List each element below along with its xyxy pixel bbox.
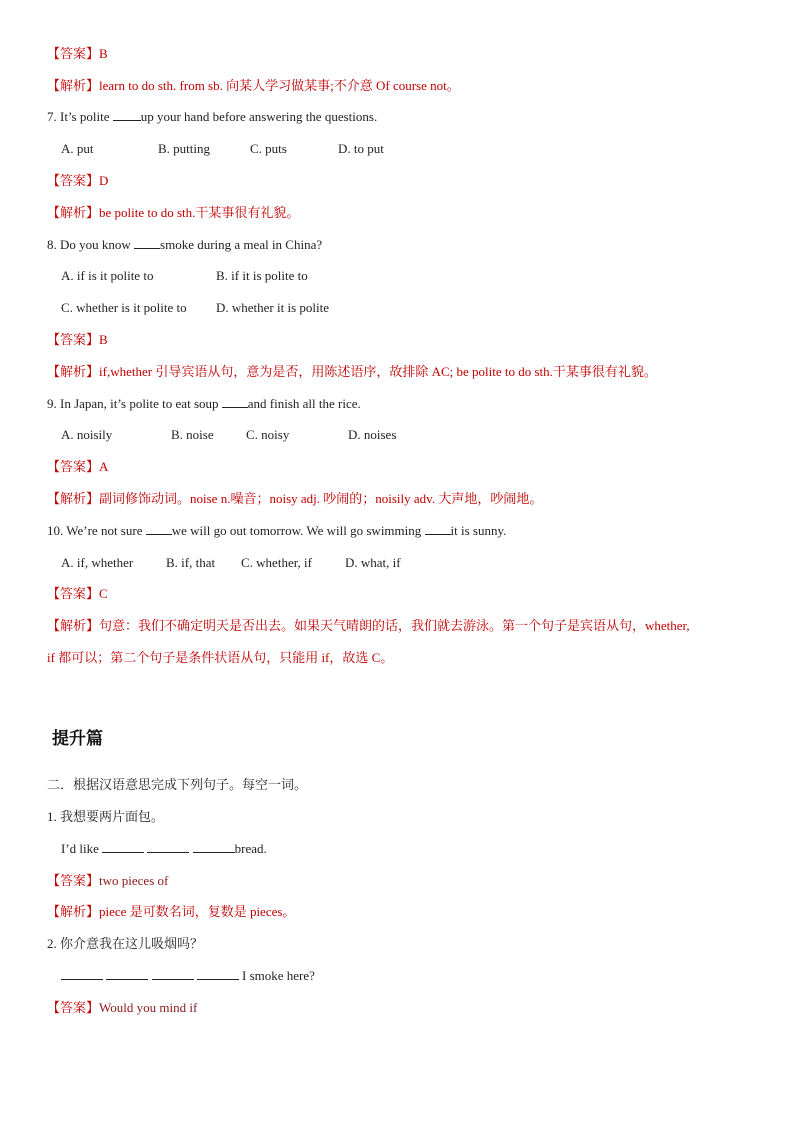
option-a: A. if is it polite to	[61, 268, 154, 283]
analysis-text: 副词修饰动词。noise n.噪音；noisy adj. 吵闹的；noisily adv. 大声地，吵闹地。	[99, 491, 543, 506]
option-c: C. noisy	[246, 427, 290, 442]
fill-blank	[113, 108, 141, 121]
answer-value: two pieces of	[99, 873, 169, 888]
fill-blank	[146, 522, 172, 535]
option-b: B. noise	[171, 427, 214, 442]
analysis-line-7: 【解析】be polite to do sth.干某事很有礼貌。	[47, 205, 300, 220]
question-7-stem: 7. It’s polite up your hand before answering the questions.	[47, 109, 378, 124]
option-c: C. whether, if	[241, 555, 312, 570]
analysis-tag: 【解析】	[47, 78, 100, 93]
fill-blank	[106, 967, 148, 980]
answer-value: C	[99, 586, 108, 601]
fill-blank	[425, 522, 451, 535]
answer-tag: 【答案】	[47, 46, 100, 61]
item-2-sentence: I smoke here?	[61, 967, 315, 985]
part-two-instruction: 二．根据汉语意思完成下列句子。每空一词。	[47, 777, 308, 792]
question-7-options	[61, 140, 384, 158]
question-10-options	[61, 554, 401, 572]
analysis-line-top	[47, 77, 460, 95]
analysis-line-item-1: 【解析】piece 是可数名词，复数是 pieces。	[47, 904, 296, 919]
analysis-line-10-cont: if 都可以；第二个句子是条件状语从句，只能用 if，故选 C。	[47, 650, 394, 665]
question-8-stem: 8. Do you know smoke during a meal in China?	[47, 237, 323, 252]
fill-blank	[152, 967, 194, 980]
option-d: D. to put	[338, 141, 384, 156]
answer-value: D	[99, 173, 109, 188]
answer-value: B	[99, 332, 108, 347]
option-c: C. whether is it polite to	[61, 300, 187, 315]
question-8-options-row1	[61, 267, 308, 285]
item-1-prompt: 1. 我想要两片面包。	[47, 809, 165, 824]
answer-line-8: 【答案】B	[47, 332, 108, 347]
question-8-options-row2	[61, 299, 329, 317]
option-a: A. put	[61, 141, 94, 156]
analysis-line-9: 【解析】副词修饰动词。noise n.噪音；noisy adj. 吵闹的；noisily adv. 大声地，吵闹地。	[47, 491, 543, 506]
fill-blank	[197, 967, 239, 980]
answer-line-item-2: 【答案】Would you mind if	[47, 1000, 198, 1015]
option-d: D. noises	[348, 427, 397, 442]
option-b: B. if it is polite to	[216, 268, 308, 283]
question-10-stem: 10. We’re not sure we will go out tomorrow. We will go swimming it is sunny.	[47, 523, 507, 538]
answer-line-item-1: 【答案】two pieces of	[47, 873, 169, 888]
answer-value: A	[99, 459, 109, 474]
analysis-line-10: 【解析】句意：我们不确定明天是否出去。如果天气晴朗的话，我们就去游泳。第一个句子是宾语从句，whether,	[47, 618, 690, 633]
question-9-stem: 9. In Japan, it’s polite to eat soup and finish all the rice.	[47, 396, 361, 411]
option-a: A. if, whether	[61, 555, 134, 570]
answer-line-10: 【答案】C	[47, 586, 108, 601]
fill-blank	[193, 840, 235, 853]
answer-line-7: 【答案】D	[47, 173, 109, 188]
analysis-text: if,whether 引导宾语从句，意为是否，用陈述语序，故排除 AC; be polite to do sth.干某事很有礼貌。	[99, 364, 657, 379]
option-d: D. what, if	[345, 555, 401, 570]
analysis-text: piece 是可数名词，复数是 pieces。	[99, 904, 296, 919]
analysis-line-8: 【解析】if,whether 引导宾语从句，意为是否，用陈述语序，故排除 AC; be polite to do sth.干某事很有礼貌。	[47, 364, 657, 379]
section-title: 提升篇	[52, 729, 103, 749]
option-b: B. if, that	[166, 555, 216, 570]
fill-blank	[134, 236, 160, 249]
fill-blank	[61, 967, 103, 980]
item-2-prompt: 2. 你介意我在这儿吸烟吗？	[47, 936, 204, 951]
option-b: B. putting	[158, 141, 211, 156]
analysis-text: 句意：我们不确定明天是否出去。如果天气晴朗的话，我们就去游泳。第一个句子是宾语从句，whether,	[99, 618, 690, 633]
answer-value: B	[99, 46, 108, 61]
fill-blank	[147, 840, 189, 853]
analysis-text: be polite to do sth.干某事很有礼貌。	[99, 205, 300, 220]
option-d: D. whether it is polite	[216, 300, 330, 315]
question-9-options	[61, 426, 396, 444]
item-1-sentence: I’d like bread.	[61, 841, 267, 856]
option-c: C. puts	[250, 141, 287, 156]
answer-line-9: 【答案】A	[47, 459, 109, 474]
fill-blank	[102, 840, 144, 853]
fill-blank	[222, 395, 248, 408]
answer-line-top	[47, 45, 108, 63]
answer-value: Would you mind if	[99, 1000, 198, 1015]
option-a: A. noisily	[61, 427, 113, 442]
analysis-text: learn to do sth. from sb. 向某人学习做某事;不介意 Of course not。	[99, 78, 460, 93]
